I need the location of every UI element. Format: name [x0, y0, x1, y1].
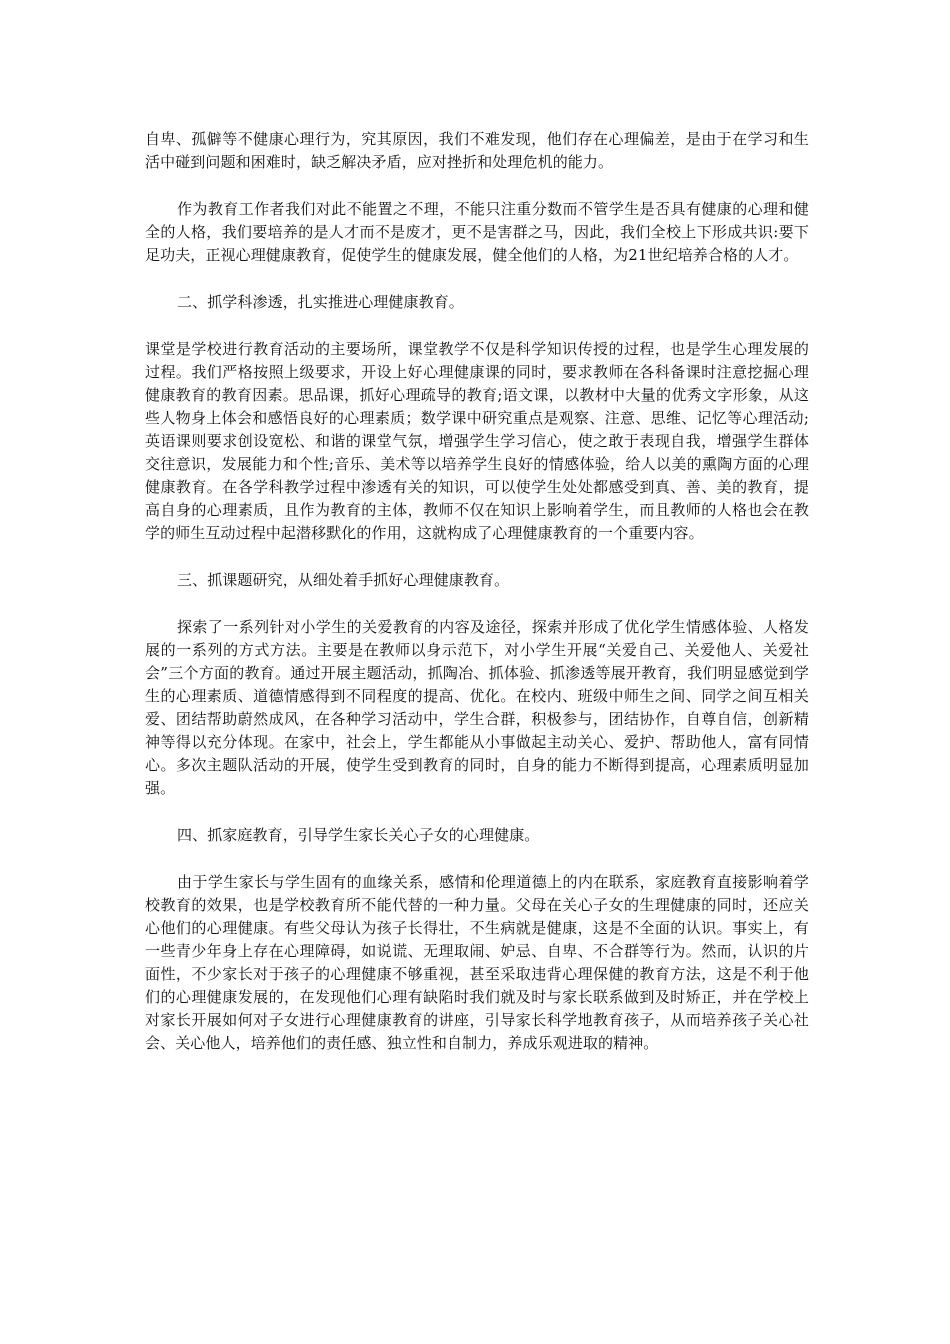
- paragraph-consensus: 作为教育工作者我们对此不能置之不理，不能只注重分数而不管学生是否具有健康的心理和健全的人格，我们要培养的是人才而不是废才，更不是害群之马，因此，我们全校上下形成共识:要下足功夫，正视心理健康教育，促使学生的健康发展，健全他们的人格，为21世纪培养合格的人才。: [145, 200, 809, 264]
- paragraph-classroom: 课堂是学校进行教育活动的主要场所，课堂教学不仅是科学知识传授的过程，也是学生心理发展的过程。我们严格按照上级要求，开设上好心理健康课的同时，要求教师在各科备课时注意挖掘心理健康教育的教育因素。思品课，抓好心理疏导的教育;语文课，以教材中大量的优秀文字形象，从这些人物身上体会和感悟良好的心理素质；数学课中研究重点是观察、注意、思维、记忆等心理活动;英语课则要求创设宽松、和谐的课堂气氛，增强学生学习信心，使之敢于表现自我，增强学生群体交往意识，发展能力和个性;音乐、美术等以培养学生良好的情感体验，给人以美的熏陶方面的心理健康教育。在各学科教学过程中渗透有关的知识，可以使学生处处都感受到真、善、美的教育，提高自身的心理素质，且作为教育的主体，教师不仅在知识上影响着学生，而且教师的人格也会在教学的师生互动过程中起潜移默化的作用，这就构成了心理健康教育的一个重要内容。: [145, 340, 809, 542]
- paragraph-intro-continuation: 自卑、孤僻等不健康心理行为，究其原因，我们不难发现，他们存在心理偏差，是由于在学习和生活中碰到问题和困难时，缺乏解决矛盾，应对挫折和处理危机的能力。: [145, 130, 809, 171]
- section-heading-3: 三、抓课题研究，从细处着手抓好心理健康教育。: [177, 571, 510, 589]
- paragraph-family: 由于学生家长与学生固有的血缘关系，感情和伦理道德上的内在联系，家庭教育直接影响着学校教育的效果，也是学校教育所不能代替的一种力量。父母在关心子女的生理健康的同时，还应关心他们的心理健康。有些父母认为孩子长得壮，不生病就是健康，这是不全面的认识。事实上，有一些青少年身上存在心理障碍，如说谎、无理取闹、妒忌、自卑、不合群等行为。然而，认识的片面性，不少家长对于孩子的心理健康不够重视，甚至采取违背心理保健的教育方法，这是不利于他们的心理健康发展的，在发现他们心理有缺陷时我们就及时与家长联系做到及时矫正，并在学校上对家长开展如何对子女进行心理健康教育的讲座，引导家长科学地教育孩子，从而培养孩子关心社会、关心他人，培养他们的责任感、独立性和自制力，养成乐观进取的精神。: [145, 873, 809, 1052]
- paragraph-research: 探索了一系列针对小学生的关爱教育的内容及途径，探索并形成了优化学生情感体验、人格发展的一系列的方式方法。主要是在教师以身示范下，对小学生开展“关爱自己、关爱他人、关爱社会”三个方面的教育。通过开展主题活动，抓陶冶、抓体验、抓渗透等展开教育，我们明显感觉到学生的心理素质、道德情感得到不同程度的提高、优化。在校内、班级中师生之间、同学之间互相关爱、团结帮助蔚然成风，在各种学习活动中，学生合群，积极参与，团结协作，自尊自信，创新精神等得以充分体现。在家中，社会上，学生都能从小事做起主动关心、爱护、帮助他人，富有同情心。多次主题队活动的开展，使学生受到教育的同时，自身的能力不断得到提高，心理素质明显加强。: [145, 618, 809, 797]
- document-body: [145, 128, 809, 1055]
- section-heading-4: 四、抓家庭教育，引导学生家长关心子女的心理健康。: [177, 826, 540, 844]
- section-heading-2: 二、抓学科渗透，扎实推进心理健康教育。: [177, 293, 464, 311]
